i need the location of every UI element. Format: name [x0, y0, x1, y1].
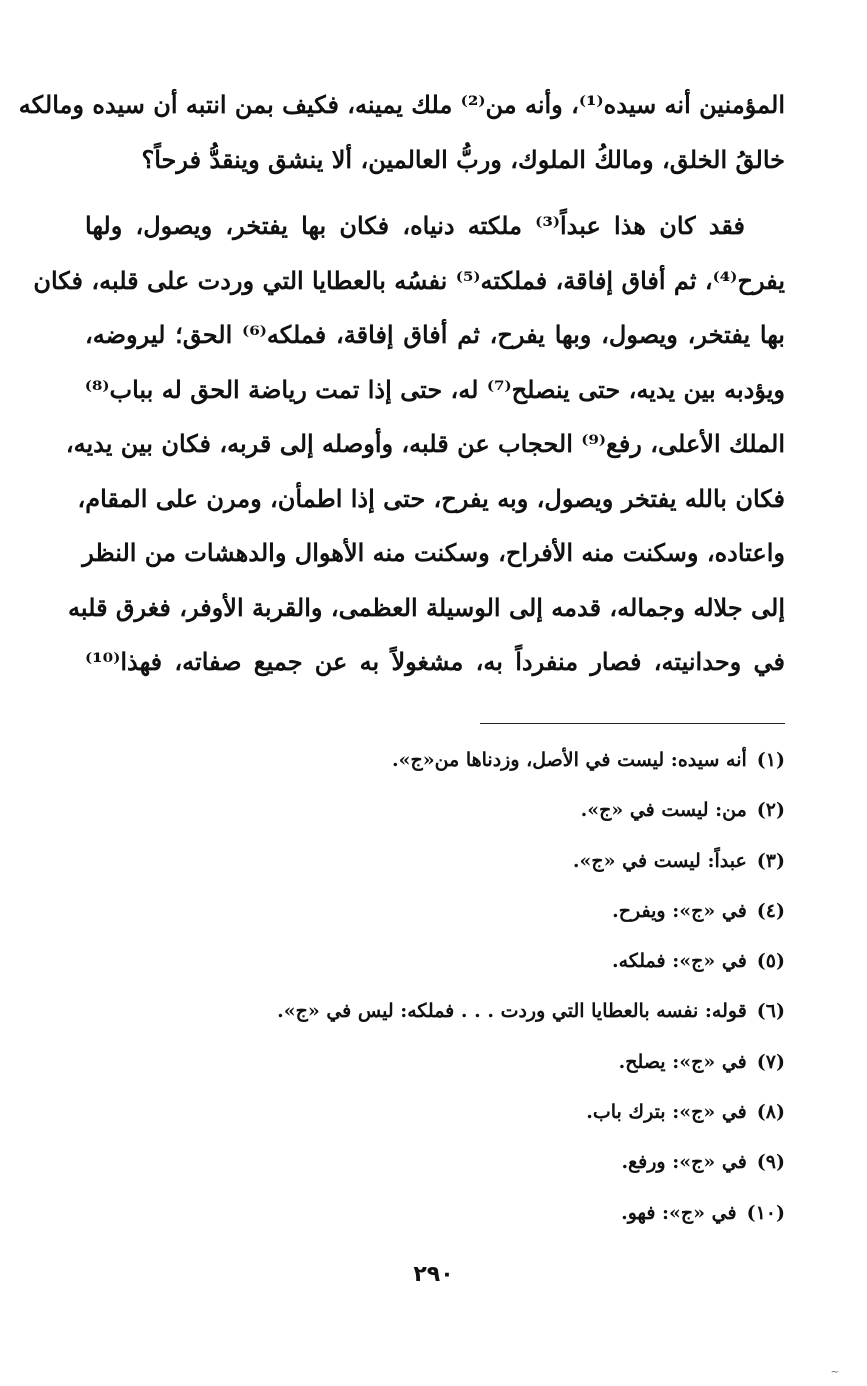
footnote-number: (٥) — [756, 950, 785, 973]
text-line: فكان بالله يفتخر ويصول، وبه يفرح، حتى إذا اطمأن، ومرن على المقام، — [77, 483, 785, 513]
footnote-text: في «ج»: ورفع. — [621, 1151, 747, 1174]
footnote-separator — [480, 723, 785, 724]
text-line: يفرح⁽⁴⁾، ثم أفاق إفاقة، فملكته⁽⁵⁾ نفسُه بالعطايا التي وردت على قلبه، فكان — [33, 265, 785, 295]
footnote-text: من: ليست في «ج». — [580, 799, 747, 822]
footnotes — [85, 740, 785, 1243]
footnote — [85, 891, 785, 941]
text-line: في وحدانيته، فصار منفرداً به، مشغولاً به عن جميع صفاته، فهذا⁽¹⁰⁾ — [85, 647, 785, 676]
text-line: فقد كان هذا عبداً⁽³⁾ ملكته دنياه، فكان بها يفتخر، ويصول، ولها — [85, 211, 745, 240]
text-line: خالقُ الخلق، ومالكُ الملوك، وربُّ العالمين، ألا ينشق وينقدُّ فرحاً؟ — [141, 144, 785, 174]
footnote — [85, 1142, 785, 1192]
main-text — [18, 78, 785, 690]
text-line: إلى جلاله وجماله، قدمه إلى الوسيلة العظمى، والقربة الأوفر، فغرق قلبه — [68, 592, 785, 622]
footnote-text: في «ج»: بترك باب. — [586, 1101, 747, 1124]
footnote-text: في «ج»: فملكه. — [611, 950, 747, 973]
footnote-number: (١) — [756, 749, 785, 771]
text-line: ويؤدبه بين يديه، حتى ينصلح⁽⁷⁾ له، حتى إذا تمت رياضة الحق له بباب⁽⁸⁾ — [84, 374, 785, 404]
footnote-text: قوله: نفسه بالعطايا التي وردت . . . فملكه: ليس في «ج». — [277, 1000, 747, 1023]
text-line: بها يفتخر، ويصول، وبها يفرح، ثم أفاق إفاقة، فملكه⁽⁶⁾ الحق؛ ليروضه، — [85, 320, 785, 349]
footnote-number: (٧) — [756, 1050, 785, 1073]
footnote — [85, 790, 785, 840]
paragraph-gap — [85, 187, 785, 199]
footnote — [85, 740, 785, 790]
footnote-number: (٦) — [756, 1000, 785, 1023]
footnote-text: في «ج»: يصلح. — [618, 1050, 747, 1073]
text-line: واعتاده، وسكنت منه الأفراح، وسكنت منه الأهوال والدهشات من النظر — [82, 538, 785, 567]
footnote — [85, 1092, 785, 1142]
footnote-text: أنه سيده: ليست في الأصل، وزدناها من«ج». — [391, 749, 747, 771]
corner-mark: ~ — [830, 1367, 839, 1378]
footnote-number: (٩) — [756, 1151, 785, 1174]
text-line: الملك الأعلى، رفع⁽⁹⁾ الحجاب عن قلبه، وأوصله إلى قربه، فكان بين يديه، — [65, 429, 785, 458]
footnote-number: (٨) — [756, 1101, 785, 1124]
footnote — [85, 991, 785, 1041]
footnote-text: في «ج»: ويفرح. — [612, 899, 747, 922]
footnote — [85, 941, 785, 991]
footnote-text: في «ج»: فهو. — [621, 1201, 737, 1224]
footnote-number: (٤) — [756, 899, 785, 922]
footnote-number: (٣) — [756, 849, 785, 872]
footnote — [85, 841, 785, 891]
footnote-text: عبداً: ليست في «ج». — [572, 849, 747, 872]
footnote-number: (١٠) — [746, 1201, 785, 1224]
footnote — [85, 1042, 785, 1092]
text-line: المؤمنين أنه سيده⁽¹⁾، وأنه من⁽²⁾ ملك يمينه، فكيف بمن انتبه أن سيده ومالكه — [18, 90, 785, 119]
footnote-number: (٢) — [756, 799, 785, 822]
footnote — [85, 1193, 785, 1243]
page-number: ٢٩٠ — [413, 1262, 454, 1287]
